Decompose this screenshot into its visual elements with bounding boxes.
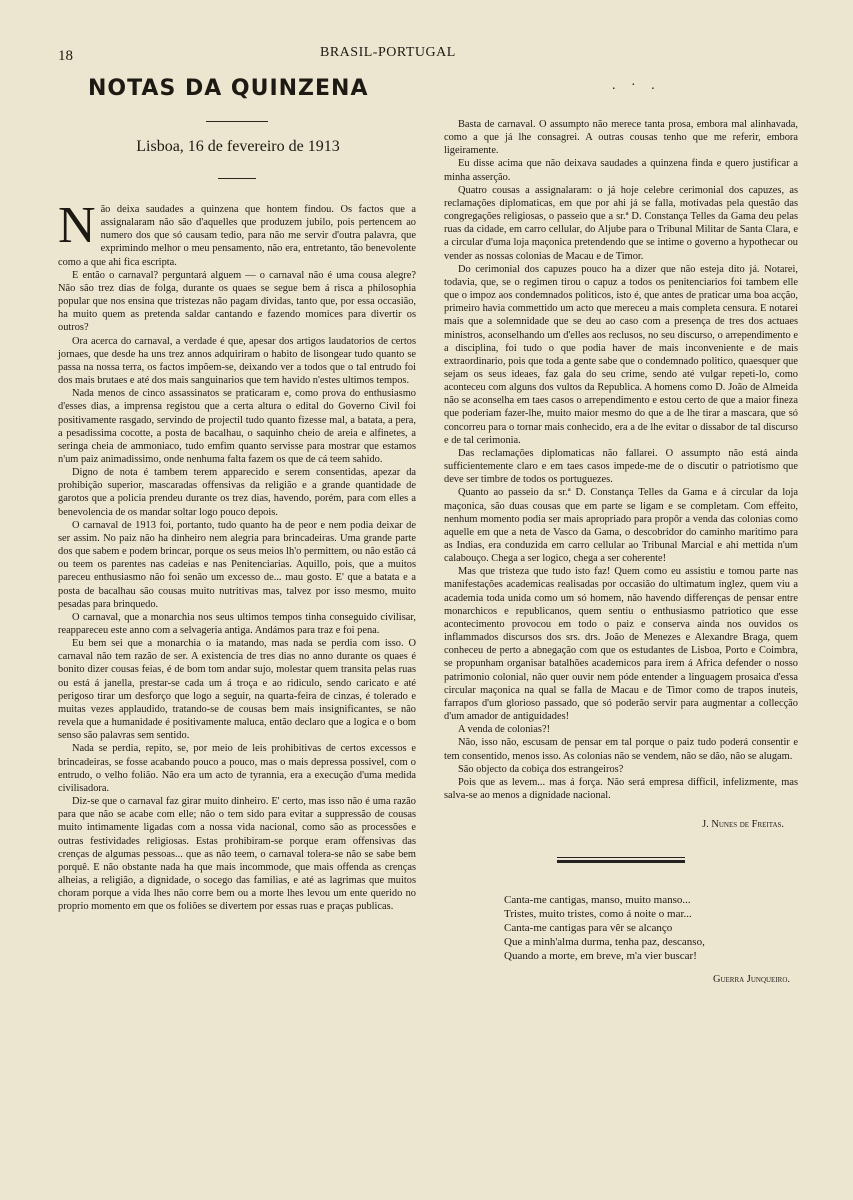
paragraph: O carnaval de 1913 foi, portanto, tudo quanto ha de peor e nem podia deixar de ser assim. No paiz não ha dinheiro nem alegria para brincadeiras. Uma grande parte dos que sabem e podem brincar, porque os seus meios lh'o permittem, ou não estão cá ou teem os parentes nas cadeias e nas Penitenciarias. Aquillo, pois, que a muitos pareceu enthusiasmo não foi senão um excesso de... mau gosto. E' que a batata e a posta de bacalhau são cousas muito nutritivas mas, talvez por isso mesmo, muito pesadas para brinquedo. xyxy=(58,519,416,610)
author-signature: J. Nunes de Freitas. xyxy=(702,819,784,831)
paragraph: O carnaval, que a monarchia nos seus ultimos tempos tinha conseguido civilisar, reappareceu este anno com a selvageria antiga. Andámos para traz e foi pena. xyxy=(58,611,416,636)
poem-line: Canta-me cantigas para vêr se alcanço xyxy=(504,922,673,935)
paragraph: Das reclamações diplomaticas não fallarei. O assumpto não está ainda sufficientemente claro e em taes casos impede-me de o discutir o patriotismo que deve ser timbre de todos os portuguezes. xyxy=(444,447,798,486)
paragraph: Pois que as levem... mas á força. Não será empresa difficil, infelizmente, mas salva-se ao menos a dignidade nacional. xyxy=(444,776,798,801)
poem-author: Guerra Junqueiro. xyxy=(712,974,790,986)
paragraph: Digno de nota é tambem terem apparecido e serem consentidas, apezar da prohibição superior, mascaradas offensivas da religião e a grande quantidade de garotos que a policia prendeu durante os trez dias, havendo, porém, para com elles a benevolencia de os mandar soltar logo pouco depois. xyxy=(58,467,416,518)
drop-cap: N xyxy=(58,197,96,254)
right-column xyxy=(444,118,798,986)
paragraph: Basta de carnaval. O assumpto não merece tanta prosa, embora mal alinhavada, como a que já lhe consagrei. A outras cousas tenho que me referir, embora ligeiramente. xyxy=(444,119,798,157)
page-number: 18 xyxy=(58,48,73,64)
paragraph: Não, isso não, escusam de pensar em tal porque o paiz tudo poderá consentir e tem consentido, menos isso. As colonias não se vendem, não se dão, não se alugam. xyxy=(444,737,798,762)
paragraph: Eu bem sei que a monarchia o ia matando, mas nada se perdia com isso. O carnaval não tem razão de ser. A existencia de tres dias no anno durante os quaes é bonito dizer cousas feias, é de bom tom andar sujo, molestar quem transita pelas ruas ou está á janella, prestar-se cada um á troça e ao ridiculo, sendo caricato e até perigoso tirar um desforço que logo a seguir, na quarta-feira de cinzas, é tolerado e muitas vezes applaudido, tratando-se de cousas bem mais insignificantes, se não revela que a humanidade é positivamente maluca, então declaro que a logica e o bom senso são palavras sem sentido. xyxy=(58,638,416,742)
paragraph: Ora acerca do carnaval, a verdade é que, apesar dos artigos laudatorios de certos jornaes, que desde ha uns trez annos adquiriram o habito de lisongear tudo quanto se passa na nossa terra, os factos impõem-se, deixando ver a todos que o tal entrudo foi dos mais brutaes e até dos mais sanguinarios que tem havido n'estes ultimos tempos. xyxy=(58,335,416,387)
paragraph: Quanto ao passeio da sr.ª D. Constança Telles da Gama e á circular da loja maçonica, são duas cousas que em parte se ligam e se completam. Com effeito, nenhum momento podia ser mais apropriado para propôr a venda das colonias como aquelle em que a neta de Vasco da Gama, o descobridor do caminho maritimo para as Indias, era conduzida em carro cellular ao Tribunal Marcial e ahi mettida n'um calabouço. Chega a ser logico, chega a ser coherente! xyxy=(444,487,798,565)
paragraph: São objecto da cobiça dos estrangeiros? xyxy=(458,763,624,775)
section-divider xyxy=(557,857,685,863)
poem-line: Que a minh'alma durma, tenha paz, descanso, xyxy=(504,936,705,949)
title-rule xyxy=(206,121,268,122)
paragraph: Do cerimonial dos capuzes pouco ha a dizer que não esteja dito já. Notarei, todavia, que, se o regimen tirou o capuz a todos os penitenciarios foi tambem elle que o impoz aos condemnados politicos, isto é, que antes de praticar uma boa acção, primeiro havia commettido um acto que mereceu a mais completa censura. E notarei mais que a solemnidade que se deu ao caso com a presença de tres dos actuaes ministros, aconselhando um d'elles aos reclusos, no seu discurso, o arrependimento e a disciplina, foi tudo o que podia haver de mais inconveniente e de mais extraordinario, pois que toda a gente sabe que o condemnado politico, quaesquer que sejam os seus ideaes, faz gala do seu crime, sendo até vulgar repeti-lo, como aconteceu com alguns dos vultos da Republica. A homens como D. João de Almeida não se aconselha em taes casos o arrependimento e estou certo de que a maior fineza que poderiam fazer-lhe, muito maior mesmo do que a de lhe tirar a mascara, que só concorreu para o tornar mais conhecido, era a de lhe evitar o dissabor de tal discurso e de tal cerimonia. xyxy=(444,263,798,446)
poem-line: Tristes, muito tristes, como á noite o mar... xyxy=(504,908,692,921)
paragraph: Mas que tristeza que tudo isto faz! Quem como eu assistiu e tomou parte nas manifestações academicas realisadas por occasião do ultimatum inglez, quem viu a academia toda unida como um só homem, não havendo differenças de pensar entre monarchicos e republicanos, quem sentiu o enthusiasmo patriotico que esse acontecimento provocou em todo o paiz e conserva ainda nos ouvidos os inflammados discursos dos srs. drs. João de Menezes e Alexandre Braga, quem conheceu de perto a abnegação com que os estudantes de Lisboa, Porto e Coimbra, se propunham organisar batalhões academicos para irem á Africa defender o nosso patrimonio colonial, não quer ouvir nem póde entender a linguagem prosaica d'essa circular maçonica na qual se falla de Macau e de Timor como de trapos inuteis, farrapos d'um glorioso passado, que só poderão servir para augmentar a collecção d'um amador de antiguidades! xyxy=(444,566,798,723)
paragraph: A venda de colonias?! xyxy=(458,724,551,736)
paragraph: Não deixa saudades a quinzena que hontem findou. Os factos que a assignalaram não são d'aquelles que produzem jubilo, pois pertencem ao numero dos que só causam tedio, para não me servir d'outra palavra, que exprimindo melhor o meu pensamento, não era, entretanto, tão benevolente como a que ahi fica escripta. xyxy=(58,197,416,268)
poem-line: Quando a morte, em breve, m'a vier buscar! xyxy=(504,950,697,963)
paragraph: Diz-se que o carnaval faz girar muito dinheiro. E' certo, mas isso não é uma razão para que não se acabe com elle; não o tem sido para evitar a suppressão de cousas muito intimamente ligadas com a nossa vida nacional, como são as processões e outras festividades religiosas. Estas prohibiram-se porque eram offensivas das crenças de algumas pessoas... que as não teem, o carnaval tolera-se não se sabe bem porquê. E não obstante nada ha que mais incommode, que mais offenda as crenças alheias, a religião, a dignidade, o socego das familias, e até as lagrimas que muitos choram porque a vida lhes não corre bem ou a morte lhes levou um ente querido no proprio momento em que os foliões se divertem por essas ruas e praças publicas. xyxy=(58,796,416,913)
article-title: NOTAS DA QUINZENA xyxy=(88,76,369,101)
paragraph: Quatro cousas a assignalaram: o já hoje celebre cerimonial dos capuzes, as reclamações diplomaticas, em que por ahi já se falla, motivadas pela questão das congregações religiosas, o passeio que a sr.ª D. Constança Telles da Gama deu pelas ruas da cidade, em carro cellular, do Aljube para o Tribunal Militar de Santa Clara, e a circular d'uma loja maçonica pretendendo que se intime o governo a hypothecar ou vender as nossas colonias de Macau e de Timor. xyxy=(444,184,798,262)
dateline-rule xyxy=(218,178,256,179)
poem-line: Canta-me cantigas, manso, muito manso... xyxy=(504,894,691,907)
poem xyxy=(504,893,798,963)
paragraph: Nada menos de cinco assassinatos se praticaram e, como prova do enthusiasmo d'esses dias, a imprensa registou que a certa altura o edital do Governo Civil foi positivamente rasgado, servindo de projectil tudo quanto fizesse mal, a batata, a pera, a pesadissima cocotte, a posta de bacalhau, o saquinho cheio de areia e alfinetes, a seringa cheia de ammoniaco, tudo emfim quanto servisse para mostrar que estamos n'um paiz animadissimo, onde nenhuma falta fazem os que de cá teem sahido. xyxy=(58,388,416,465)
running-head: BRASIL-PORTUGAL xyxy=(320,45,456,60)
dateline: Lisboa, 16 de fevereiro de 1913 xyxy=(136,138,340,155)
paragraph: Eu disse acima que não deixava saudades a quinzena finda e quero justificar a minha asserção. xyxy=(444,158,798,183)
paragraph: E então o carnaval? perguntará alguem — o carnaval não é uma cousa alegre? Não são trez dias de folga, durante os quaes se segue bem á risca a philosophia popular que nos ensina que tristezas não pagam dividas, tanto que, por essa occasião, ha muito quem as pretenda saldar cantando e fazendo momices para divertir os outros? xyxy=(58,269,416,334)
paragraph: Nada se perdia, repito, se, por meio de leis prohibitivas de certos excessos e brincadeiras, se fosse acabando pouco a pouco, mas o mais depressa possivel, com o entrudo, o velho folião. Não era um acto de tyrannia, era a execução d'uma medida civilisadora. xyxy=(58,743,416,794)
left-column xyxy=(58,197,416,913)
ornament-dots: . · . xyxy=(612,78,661,93)
